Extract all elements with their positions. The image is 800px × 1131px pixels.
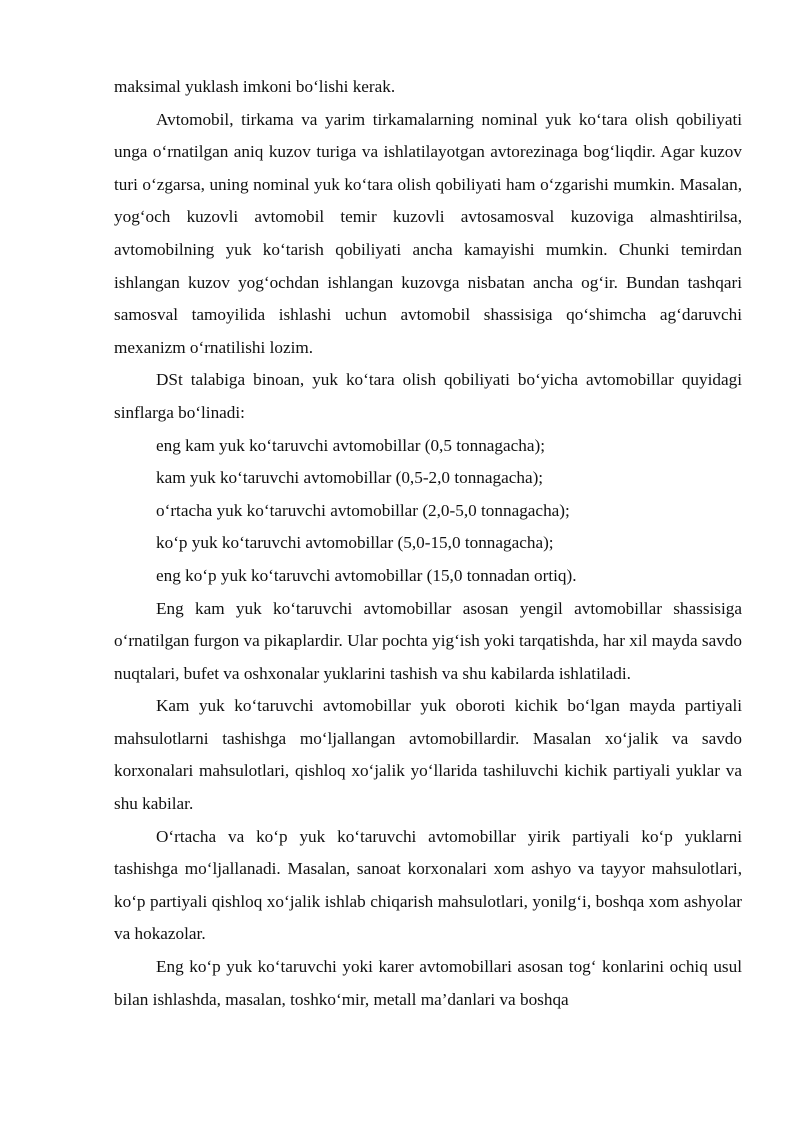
list-item: eng ko‘p yuk ko‘taruvchi avtomobillar (15,0 tonnadan ortiq). bbox=[156, 565, 577, 585]
list-item: kam yuk ko‘taruvchi avtomobillar (0,5-2,0 tonnagacha); bbox=[156, 468, 544, 488]
paragraph-classification-intro: DSt talabiga binoan, yuk ko‘tara olish qobiliyati bo‘yicha avtomobillar quyidagi sinflarga bo‘linadi: bbox=[114, 370, 742, 422]
paragraph-payload-capacity: Avtomobil, tirkama va yarim tirkamalarning nominal yuk ko‘tara olish qobiliyati unga o‘rnatilgan aniq kuzov turiga va ishlatilayotgan avtorezinaga bog‘liqdir. Agar kuzov turi o‘zgarsa, uning nominal yuk ko‘tara olish qobiliyati ham o‘zgarishi mumkin. Masalan, yog‘och kuzovli avtomobil temir kuzovli avtosamosval kuzoviga almashtirilsa, avtomobilning yuk ko‘tarish qobiliyati ancha kamayishi mumkin. Chunki temirdan ishlangan kuzov yog‘ochdan ishlangan kuzovga nisbatan ancha og‘ir. Bundan tashqari samosval tamoyilida ishlashi uchun avtomobil shassisiga qo‘shimcha ag‘daruvchi mexanizm o‘rnatilishi lozim. bbox=[114, 109, 742, 357]
list-item: o‘rtacha yuk ko‘taruvchi avtomobillar (2,0-5,0 tonnagacha); bbox=[156, 500, 570, 520]
paragraph-heaviest-class: Eng ko‘p yuk ko‘taruvchi yoki karer avtomobillari asosan tog‘ konlarini ochiq usul bilan ishlashda, masalan, toshko‘mir, metall ma’danlari va boshqa bbox=[114, 957, 742, 1009]
paragraph-medium-heavy-class: O‘rtacha va ko‘p yuk ko‘taruvchi avtomobillar yirik partiyali ko‘p yuklarni tashishga mo‘ljallanadi. Masalan, sanoat korxonalari xom ashyo va tayyor mahsulotlari, ko‘p partiyali qishloq xo‘jalik ishlab chiqarish mahsulotlari, yonilg‘i, boshqa xom ashyolar va hokazolar. bbox=[114, 826, 742, 944]
paragraph-lightest-class: Eng kam yuk ko‘taruvchi avtomobillar asosan yengil avtomobillar shassisiga o‘rnatilgan furgon va pikaplardir. Ular pochta yig‘ish yoki tarqatishda, har xil mayda savdo nuqtalari, bufet va oshxonalar yuklarini tashish va shu kabilarda ishlatiladi. bbox=[114, 598, 742, 683]
paragraph-continuation: maksimal yuklash imkoni bo‘lishi kerak. bbox=[114, 77, 396, 96]
page-body bbox=[114, 71, 742, 1016]
paragraph-light-class: Kam yuk ko‘taruvchi avtomobillar yuk oboroti kichik bo‘lgan mayda partiyali mahsulotlarni tashishga mo‘ljallangan avtomobillardir. Masalan xo‘jalik va savdo korxonalari mahsulotlari, qishloq xo‘jalik yo‘llarida tashiluvchi kichik partiyali yuklar va shu kabilar. bbox=[114, 696, 742, 814]
list-item: eng kam yuk ko‘taruvchi avtomobillar (0,5 tonnagacha); bbox=[156, 435, 545, 455]
list-item: ko‘p yuk ko‘taruvchi avtomobillar (5,0-15,0 tonnagacha); bbox=[156, 533, 554, 553]
